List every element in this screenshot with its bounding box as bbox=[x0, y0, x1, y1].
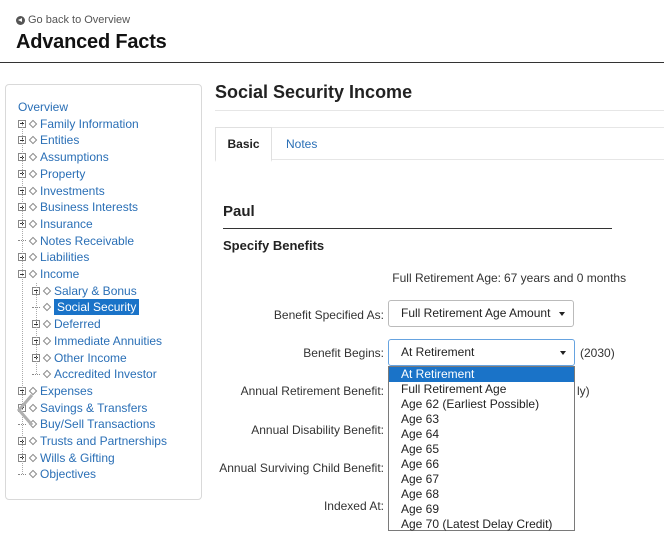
dropdown-option[interactable]: Age 67 bbox=[401, 472, 440, 486]
sidebar-item[interactable] bbox=[18, 466, 96, 482]
benefit-begins-dropdown-list bbox=[388, 366, 575, 531]
sidebar-item-label: Income bbox=[40, 267, 80, 281]
sidebar-item-label: Wills & Gifting bbox=[40, 450, 115, 465]
diamond-icon bbox=[29, 437, 37, 445]
sidebar-item[interactable] bbox=[18, 416, 155, 432]
sidebar-item-label: Deferred bbox=[54, 317, 101, 332]
sidebar-item[interactable] bbox=[18, 166, 85, 182]
dropdown-option[interactable]: Age 65 bbox=[401, 442, 440, 456]
back-to-overview-link[interactable] bbox=[16, 14, 130, 26]
diamond-icon bbox=[43, 286, 51, 294]
diamond-icon bbox=[29, 220, 37, 228]
indexed-at-label: Indexed At: bbox=[323, 499, 384, 513]
dropdown-option[interactable]: Full Retirement Age bbox=[401, 382, 507, 396]
sidebar-item[interactable] bbox=[18, 149, 109, 165]
sidebar-item[interactable] bbox=[32, 333, 162, 349]
sidebar-item-label: Assumptions bbox=[40, 150, 109, 165]
dropdown-option[interactable]: Age 70 (Latest Delay Credit) bbox=[401, 517, 553, 531]
sidebar-item-label: Immediate Annuities bbox=[54, 333, 163, 348]
sidebar-item[interactable] bbox=[18, 450, 115, 466]
person-name: Paul bbox=[223, 203, 255, 220]
sidebar-item-label: Salary & Bonus bbox=[54, 283, 137, 298]
benefit-begins-label: Benefit Begins: bbox=[303, 346, 384, 360]
diamond-icon bbox=[29, 136, 37, 144]
dropdown-option[interactable]: Age 63 bbox=[401, 412, 440, 426]
sidebar-item[interactable] bbox=[18, 183, 105, 199]
sidebar-item[interactable] bbox=[32, 366, 157, 382]
sidebar-item-label: Trusts and Partnerships bbox=[40, 434, 167, 448]
sidebar-item-label: Business Interests bbox=[40, 200, 139, 215]
sidebar-item[interactable] bbox=[18, 216, 93, 232]
back-arrow-icon bbox=[16, 16, 25, 25]
title-divider bbox=[0, 62, 664, 63]
annual-retirement-benefit-label: Annual Retirement Benefit: bbox=[240, 384, 384, 398]
sidebar-item[interactable] bbox=[18, 233, 134, 249]
diamond-icon bbox=[29, 236, 37, 244]
tab-notes[interactable]: Notes bbox=[286, 137, 318, 151]
sidebar-item-label: Savings & Transfers bbox=[40, 400, 148, 415]
sidebar-item[interactable] bbox=[32, 283, 137, 299]
benefit-begins-select[interactable] bbox=[388, 339, 575, 366]
diamond-icon bbox=[29, 270, 37, 278]
dropdown-option[interactable]: Age 64 bbox=[401, 427, 440, 441]
tab-bar bbox=[215, 127, 664, 160]
benefit-specified-label: Benefit Specified As: bbox=[273, 308, 384, 322]
sidebar-item-label: Buy/Sell Transactions bbox=[40, 417, 156, 432]
sidebar-item[interactable] bbox=[32, 350, 127, 366]
dropdown-option[interactable]: Age 62 (Earliest Possible) bbox=[401, 397, 540, 411]
sidebar-item-label: Objectives bbox=[40, 467, 97, 482]
sidebar-item[interactable] bbox=[18, 199, 138, 215]
annual-disability-benefit-label: Annual Disability Benefit: bbox=[251, 423, 384, 437]
diamond-icon bbox=[29, 203, 37, 211]
chevron-down-icon bbox=[560, 351, 566, 355]
diamond-icon bbox=[43, 353, 51, 361]
sidebar bbox=[5, 84, 202, 500]
sidebar-item-label: Overview bbox=[18, 100, 69, 114]
sidebar-item[interactable] bbox=[18, 116, 139, 132]
sidebar-item-label: Accredited Investor bbox=[54, 367, 157, 382]
sidebar-item-label: Expenses bbox=[40, 383, 93, 398]
diamond-icon bbox=[43, 303, 51, 311]
diamond-icon bbox=[29, 119, 37, 127]
sidebar-item-label: Family Information bbox=[40, 116, 139, 131]
sidebar-item-label: Social Security bbox=[54, 299, 139, 315]
sidebar-item[interactable] bbox=[18, 266, 79, 282]
sidebar-item[interactable] bbox=[18, 132, 79, 148]
dropdown-option[interactable]: Age 66 bbox=[401, 457, 440, 471]
sidebar-item[interactable] bbox=[18, 99, 68, 115]
chevron-left-icon[interactable] bbox=[14, 392, 38, 428]
sidebar-item-label: Investments bbox=[40, 183, 105, 198]
full-retirement-age-value: 67 years and 0 months bbox=[504, 271, 627, 285]
dropdown-option[interactable]: At Retirement bbox=[389, 367, 574, 382]
diamond-icon bbox=[29, 170, 37, 178]
diamond-icon bbox=[43, 370, 51, 378]
sidebar-item-label: Insurance bbox=[40, 216, 93, 231]
diamond-icon bbox=[43, 320, 51, 328]
dropdown-option[interactable]: Age 68 bbox=[401, 487, 440, 501]
sidebar-item[interactable] bbox=[32, 299, 139, 315]
page-title: Advanced Facts bbox=[16, 31, 167, 53]
sidebar-item[interactable] bbox=[18, 433, 167, 449]
tab-basic[interactable]: Basic bbox=[215, 127, 272, 162]
benefit-begins-value: At Retirement bbox=[401, 345, 475, 359]
chevron-down-icon bbox=[559, 312, 565, 316]
benefit-specified-select[interactable] bbox=[388, 300, 574, 327]
benefit-begins-year: (2030) bbox=[580, 346, 615, 360]
sidebar-item-label: Liabilities bbox=[40, 250, 90, 265]
section-title: Social Security Income bbox=[215, 82, 413, 102]
person-divider bbox=[223, 228, 612, 229]
diamond-icon bbox=[29, 186, 37, 194]
back-link-label: Go back to Overview bbox=[28, 14, 131, 26]
diamond-icon bbox=[29, 453, 37, 461]
benefit-specified-value: Full Retirement Age Amount bbox=[401, 306, 551, 320]
diamond-icon bbox=[29, 470, 37, 478]
diamond-icon bbox=[29, 153, 37, 161]
sidebar-item[interactable] bbox=[18, 249, 89, 265]
diamond-icon bbox=[43, 337, 51, 345]
diamond-icon bbox=[29, 253, 37, 261]
dropdown-option[interactable]: Age 69 bbox=[401, 502, 440, 516]
sidebar-item[interactable] bbox=[32, 316, 101, 332]
tree-guide-line bbox=[36, 283, 37, 375]
sidebar-item-label: Property bbox=[40, 166, 86, 181]
sidebar-item-label: Other Income bbox=[54, 350, 127, 365]
annual-surviving-child-benefit-label: Annual Surviving Child Benefit: bbox=[219, 461, 384, 475]
sidebar-item-label: Entities bbox=[40, 133, 80, 148]
sidebar-item-label: Notes Receivable bbox=[40, 233, 135, 248]
annual-retirement-benefit-suffix: ly) bbox=[577, 384, 590, 398]
full-retirement-age-label: Full Retirement Age: bbox=[392, 271, 501, 285]
section-divider bbox=[215, 110, 664, 111]
specify-benefits-heading: Specify Benefits bbox=[223, 238, 325, 253]
